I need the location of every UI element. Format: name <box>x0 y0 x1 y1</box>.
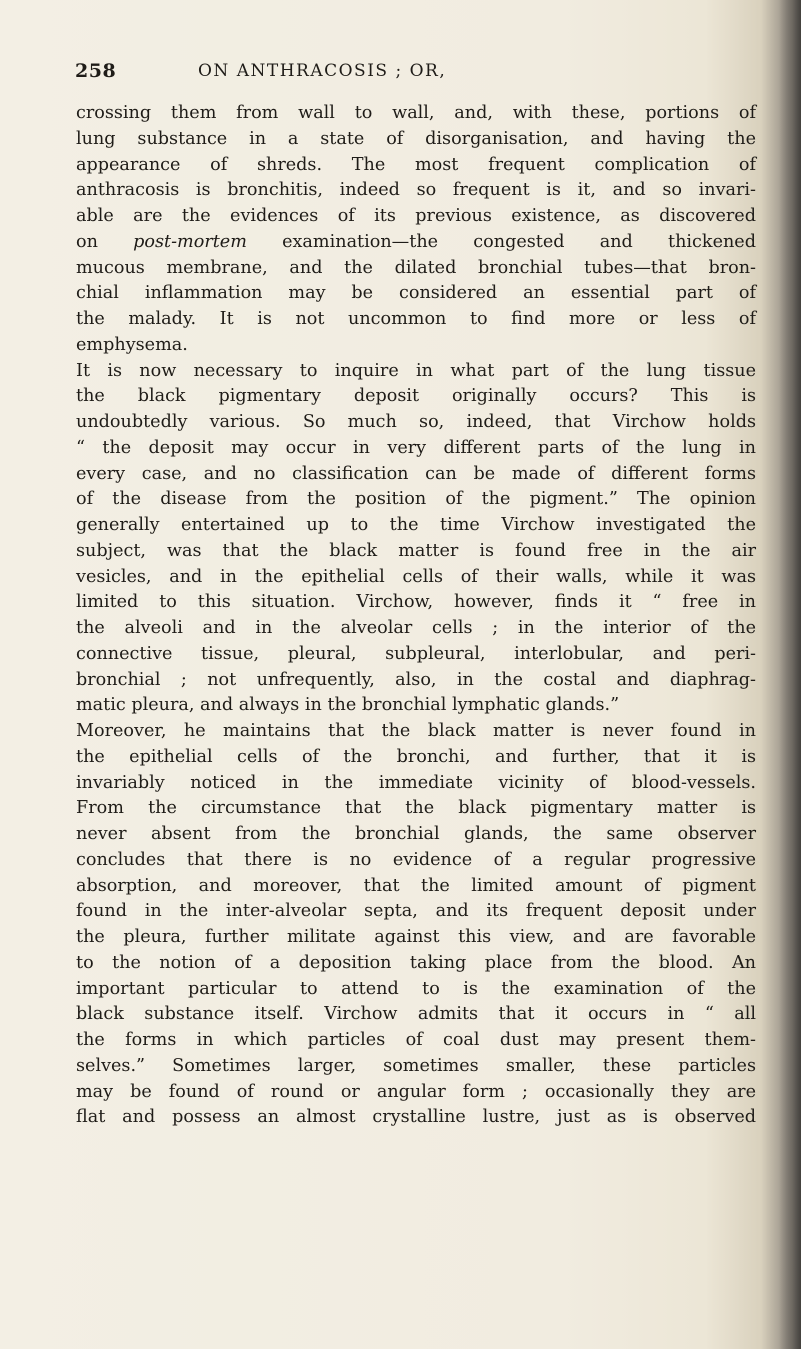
text-line: the forms in which particles of coal dust may present them- <box>76 1030 756 1050</box>
text-line: every case, and no classification can be made of different forms <box>76 463 756 484</box>
text-line: the alveoli and in the alveolar cells ; in the interior of the <box>76 618 756 638</box>
page-header <box>75 60 675 90</box>
text-line: mucous membrane, and the dilated bronchial tubes—that bron- <box>76 257 756 278</box>
text-line: concludes that there is no evidence of a regular progressive <box>76 849 756 870</box>
text-line: chial inflammation may be considered an essential part of <box>76 283 756 304</box>
text-line: subject, was that the black matter is found free in the air <box>76 540 756 561</box>
text-line: selves.” Sometimes larger, sometimes smaller, these particles <box>76 1055 756 1076</box>
text-line: of the disease from the position of the pigment.” The opinion <box>76 489 756 510</box>
text-line: From the circumstance that the black pigmentary matter is <box>76 798 756 819</box>
text-line: may be found of round or angular form ; occasionally they are <box>76 1081 756 1102</box>
text-line: crossing them from wall to wall, and, with these, portions of <box>76 103 756 123</box>
text-line: important particular to attend to is the examination of the <box>76 978 756 999</box>
page-number: 258 <box>75 60 117 82</box>
text-line: lung substance in a state of disorganisation, and having the <box>76 128 756 149</box>
italic-term: post-mortem <box>133 231 247 252</box>
text-line: the epithelial cells of the bronchi, and further, that it is <box>76 746 756 767</box>
text-line: limited to this situation. Virchow, however, finds it “ free in <box>76 592 756 613</box>
text-span: on <box>76 231 134 252</box>
text-line: found in the inter-alveolar septa, and its frequent deposit under <box>76 901 756 922</box>
text-line: flat and possess an almost crystalline lustre, just as is observed <box>76 1107 756 1128</box>
text-line: the malady. It is not uncommon to find more or less of <box>76 309 756 329</box>
text-line: bronchial ; not unfrequently, also, in the costal and diaphrag- <box>76 669 756 690</box>
text-line: black substance itself. Virchow admits that it occurs in “ all <box>76 1004 756 1025</box>
text-line: to the notion of a deposition taking place from the blood. An <box>76 952 756 973</box>
text-line: connective tissue, pleural, subpleural, interlobular, and peri- <box>76 643 756 664</box>
text-line: appearance of shreds. The most frequent complication of <box>76 154 756 175</box>
page-gutter-shadow <box>779 0 801 1349</box>
text-line: generally entertained up to the time Virchow investigated the <box>76 515 756 535</box>
running-head: ON ANTHRACOSIS ; OR, <box>198 61 447 81</box>
text-line: “ the deposit may occur in very different parts of the lung in <box>76 437 756 458</box>
text-line: absorption, and moreover, that the limited amount of pigment <box>76 875 756 896</box>
text-span: examination—the congested and thickened <box>246 231 756 252</box>
text-line <box>76 230 756 256</box>
text-line: vesicles, and in the epithelial cells of their walls, while it was <box>76 566 756 587</box>
body-text <box>76 101 756 1131</box>
text-line: emphysema. <box>76 334 188 355</box>
text-line: never absent from the bronchial glands, the same observer <box>76 824 756 844</box>
text-line: undoubtedly various. So much so, indeed, that Virchow holds <box>76 412 756 432</box>
text-line: It is now necessary to inquire in what part of the lung tissue <box>76 360 756 381</box>
text-line: the black pigmentary deposit originally occurs? This is <box>76 386 756 407</box>
text-line: the pleura, further militate against this view, and are favorable <box>76 927 756 947</box>
text-line: Moreover, he maintains that the black matter is never found in <box>76 721 756 741</box>
text-line: matic pleura, and always in the bronchial lymphatic glands.” <box>76 695 620 716</box>
text-line: anthracosis is bronchitis, indeed so frequent is it, and so invari- <box>76 180 756 201</box>
text-line: invariably noticed in the immediate vicinity of blood-vessels. <box>76 772 756 793</box>
text-line: able are the evidences of its previous existence, as discovered <box>76 206 756 226</box>
